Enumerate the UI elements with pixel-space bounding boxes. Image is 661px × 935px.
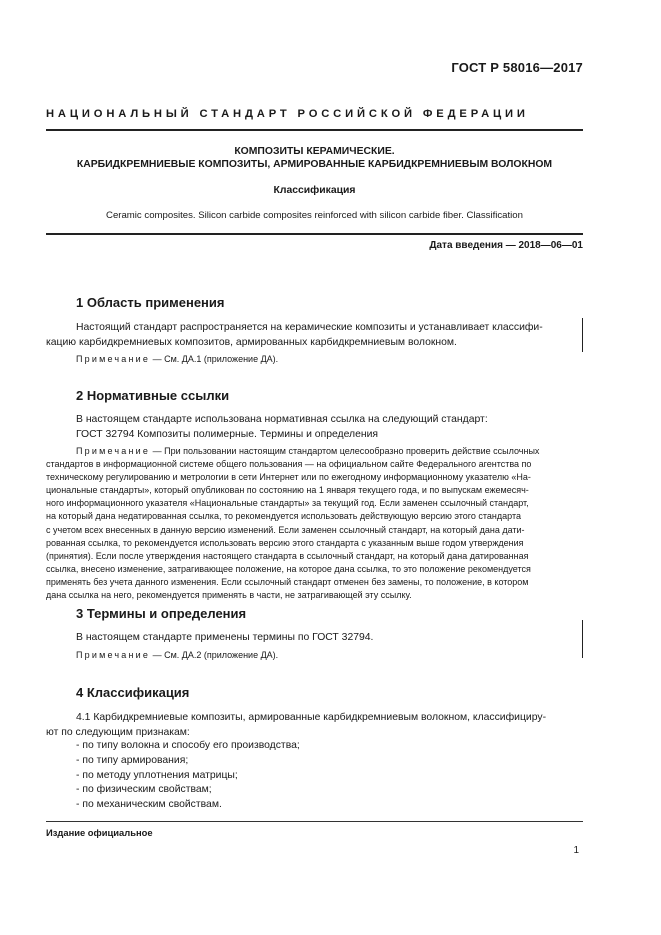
document-subtitle: Классификация [273, 185, 356, 196]
note-line: ного информационного указателя «Национальные стандарты» за текущий год. Если заменен ссылочный стандарт, [46, 498, 529, 509]
note-line: ссылка, внесено изменение, затрагивающее положение, на которое дана ссылка, то это положение рекомендуется [46, 563, 531, 574]
introduction-date: Дата введения — 2018—06—01 [429, 240, 583, 251]
section-2-paragraph-line-1: В настоящем стандарте использована нормативная ссылка на следующий стандарт: [76, 414, 488, 425]
note-text: — См. ДА.1 (приложение ДА). [150, 354, 279, 364]
note-label: Примечание [76, 354, 151, 364]
footer-rule [46, 821, 583, 822]
document-id: ГОСТ Р 58016—2017 [451, 60, 583, 75]
change-bar [582, 318, 583, 352]
title-line-1: КОМПОЗИТЫ КЕРАМИЧЕСКИЕ. [234, 146, 395, 157]
note-text: — При пользовании настоящим стандартом целесообразно проверить действие ссылочных [150, 446, 540, 456]
note-line: применять без учета данного изменения. Если ссылочный стандарт отменен без замены, то положение, в котором [46, 576, 529, 587]
english-title: Ceramic composites. Silicon carbide composites reinforced with silicon carbide fiber. Classification [106, 210, 523, 221]
note-line: на который дана недатированная ссылка, то рекомендуется использовать действующую версию этого стандарта [46, 511, 521, 522]
note-line: циональные стандарты», который опубликован по состоянию на 1 января текущего года, и по выпускам ежемесяч- [46, 485, 529, 496]
list-item: - по типу армирования; [76, 754, 189, 766]
title-rule [46, 233, 583, 235]
section-1-paragraph-line-2: кацию карбидкремниевых композитов, армированных карбидкремниевым волокном. [46, 337, 457, 348]
section-1-heading: 1 Область применения [76, 295, 225, 310]
change-bar [582, 620, 583, 658]
page-number: 1 [573, 845, 579, 856]
list-item: - по методу уплотнения матрицы; [76, 769, 238, 781]
section-1-paragraph-line-1: Настоящий стандарт распространяется на керамические композиты и устанавливает классифи- [76, 322, 543, 333]
note-line: дана ссылка на него, рекомендуется применять в части, не затрагивающей эту ссылку. [46, 590, 412, 601]
header-rule [46, 129, 583, 131]
list-item: - по механическим свойствам. [76, 799, 222, 811]
section-3-paragraph: В настоящем стандарте применены термины по ГОСТ 32794. [76, 632, 374, 643]
list-item: - по типу волокна и способу его производства; [76, 740, 300, 751]
national-standard-banner: НАЦИОНАЛЬНЫЙ СТАНДАРТ РОССИЙСКОЙ ФЕДЕРАЦИИ [46, 108, 529, 120]
section-4-paragraph-line-1: 4.1 Карбидкремниевые композиты, армированные карбидкремниевым волокном, классифициру- [76, 712, 547, 723]
note-line [46, 445, 582, 458]
section-2-note [46, 445, 582, 602]
title-line-2: КАРБИДКРЕМНИЕВЫЕ КОМПОЗИТЫ, АРМИРОВАННЫЕ КАРБИДКРЕМНИЕВЫМ ВОЛОКНОМ [76, 159, 553, 170]
section-1-note [76, 353, 278, 366]
section-2-paragraph-line-2: ГОСТ 32794 Композиты полимерные. Термины и определения [76, 429, 379, 440]
list-item: - по физическим свойствам; [76, 784, 212, 796]
note-line: с учетом всех внесенных в данную версию изменений. Если заменен ссылочный стандарт, на который дана дати- [46, 524, 525, 535]
section-3-note [76, 649, 278, 662]
note-label: Примечание [76, 446, 151, 456]
note-line: (принятия). Если после утверждения настоящего стандарта в ссылочный стандарт, на который дана датированная [46, 550, 529, 561]
note-line: рованная ссылка, то рекомендуется использовать версию этого стандарта с указанным выше годом утверждения [46, 537, 524, 548]
note-label: Примечание [76, 650, 151, 660]
note-line: стандартов в информационной системе общего пользования — на официальном сайте Федерального агентства по [46, 459, 532, 470]
section-2-heading: 2 Нормативные ссылки [76, 388, 230, 403]
classification-list [76, 739, 300, 813]
note-text: — См. ДА.2 (приложение ДА). [150, 650, 279, 660]
official-edition-label: Издание официальное [46, 827, 153, 838]
section-3-heading: 3 Термины и определения [76, 606, 247, 621]
note-line: техническому регулированию и метрологии в сети Интернет или по ежегодному информационному указателю «На- [46, 472, 531, 483]
section-4-heading: 4 Классификация [76, 685, 190, 700]
section-4-paragraph-line-2: ют по следующим признакам: [46, 727, 190, 738]
document-title [46, 145, 583, 171]
